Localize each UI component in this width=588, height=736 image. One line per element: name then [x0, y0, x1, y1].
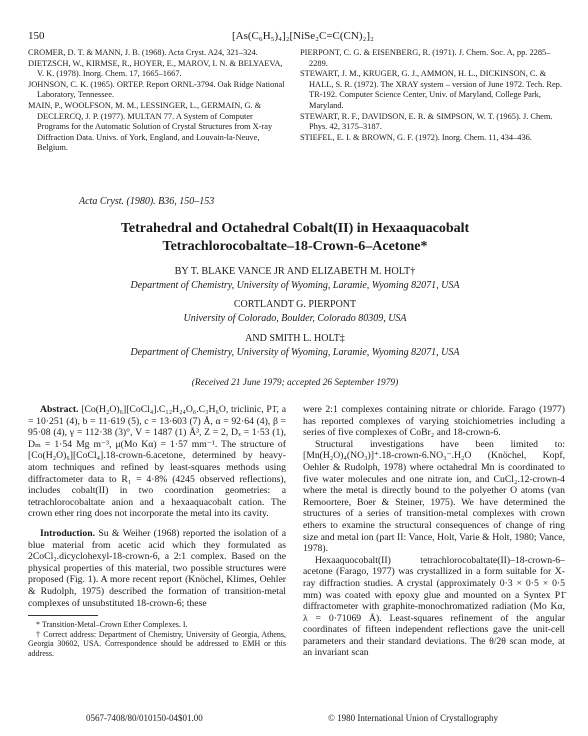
reference-item: JOHNSON, C. K. (1965). ORTEP. Report ORNL-3794. Oak Ridge National Laboratory, Tennessee. [28, 79, 285, 100]
affiliation: Department of Chemistry, University of Wyoming, Laramie, Wyoming 82071, USA [130, 280, 460, 291]
reference-item: DIETZSCH, W., KIRMSE, R., HOYER, E., MAROV, I. N. & BELYAEVA, V. K. (1978). Inorg. Chem. 17, 1665–1667. [28, 58, 283, 79]
body-paragraph: were 2:1 complexes containing nitrate or chloride. Farago (1977) has reported complexes of varying stoichiometries including a series of five complexes of CoBr₂ and 18-crown-6. [303, 404, 565, 439]
body-paragraph: Structural investigations have been limited to: [Mn(H₂O)₄(NO₃)]⁺.18-crown-6.NO₃⁻.H₂O (Knöchel, Kopf, Oehler & Rudolph, 1978) where octahedral Mn is coordinated to five water molecules and one nitrate ion, and CuCl₂.12-crown-4 where the metal is directly bound to the polyether O atoms (van Remoortere, Boer & Steiner, 1975). We have determined the structures of a series of transition-metal complexes with crown ethers to examine the structural consequences of change of ring size and metal ion (part II: Vance, Holt, Varie & Holt, 1980; Vance, 1978). [303, 438, 565, 555]
reference-item: CROMER, D. T. & MANN, J. B. (1968). Acta Cryst. A24, 321–324. [28, 48, 258, 57]
affiliation: Department of Chemistry, University of Wyoming, Laramie, Wyoming 82071, USA [130, 347, 460, 358]
body-right-column [303, 404, 565, 659]
affiliation: University of Colorado, Boulder, Colorado 80309, USA [183, 313, 407, 324]
reference-item: STIEFEL, E. I. & BROWN, G. F. (1972). Inorg. Chem. 11, 434–436. [300, 132, 532, 142]
article-title: Tetrahedral and Octahedral Cobalt(II) in Hexaaquacobalt Tetrachlorocobaltate–18-Crown-6–Acetone* [120, 221, 470, 254]
references-right-column [300, 48, 564, 143]
author-line: BY T. BLAKE VANCE JR AND ELIZABETH M. HOLT† [174, 266, 416, 277]
abstract-paragraph [28, 404, 286, 520]
issn-line: 0567-7408/80/010150-04$01.00 [86, 713, 203, 723]
journal-citation: Acta Cryst. (1980). B36, 150–153 [79, 196, 215, 207]
introduction-text: Su & Weiher (1968) reported the isolation of a blue material from acetic acid which they formulated as 2CoCl₂.dicyclohexyl-18-crown-6, a 2:1 complex. Based on the physical properties of this material, two possible structures were proposed (Fig. 1). A more recent report (Knöchel, Klimes, Oehler & Rudolph, 1975) described the formation of transition-metal complexes of unsubstituted 18-crown-6; these [28, 527, 287, 609]
reference-item: STEWART, J. M., KRUGER, G. J., AMMON, H. L., DICKINSON, C. & HALL, S. R. (1972). The XRAY system – version of June 1972. Tech. Rep. TR-192. Computer Science Center, Univ. of Maryland, College Park, Maryland. [300, 69, 562, 110]
reference-item: PIERPONT, C. G. & EISENBERG, R. (1971). J. Chem. Soc. A, pp. 2285–2289. [300, 48, 551, 68]
body-left-column [28, 404, 286, 658]
footnote: † Correct address: Department of Chemistry, University of Georgia, Athens, Georgia 30602, USA. Correspondence should be addressed to EMH or this address. [28, 629, 286, 658]
introduction-paragraph [28, 528, 286, 609]
introduction-label: Introduction. [40, 527, 95, 539]
author-line: CORTLANDT G. PIERPONT [233, 299, 357, 310]
author-line: AND SMITH L. HOLT‡ [245, 333, 345, 344]
footnote-divider [28, 615, 98, 616]
copyright-line: © 1980 International Union of Crystallography [328, 713, 499, 723]
page-number: 150 [28, 30, 45, 42]
abstract-text: [Co(H₂O)₆][CoCl₄].C₁₂H₂₄O₆.C₃H₆O, triclinic, P1̄, a = 10·251 (4), b = 11·619 (5), c = 13·603 (7) Å, α = 92·64 (4), β = 95·08 (4), γ = 112·38 (3)°, V = 1487 (1) Å³, Z = 2, Dₓ = 1·53 (1), Dₘ = 1·54 Mg m⁻³, μ(Mo Kα) = 1·57 mm⁻¹. The structure of [Co(H₂O)₆][CoCl₄].18-crown-6.acetone, determined by heavy-atom techniques and refined by least-squares methods using diffractometer data to R₁ = 4·8% (4245 observed reflections), includes cobalt(II) in two coordination geometries: a tetrachlorocobaltate anion and a hexaaquacobalt cation. The crown ether ring does not incorporate the metal into its cavity. [28, 404, 287, 520]
reference-item: MAIN, P., WOOLFSON, M. M., LESSINGER, L., GERMAIN, G. & DECLERCQ, J. P. (1977). MULTAN 77. A System of Computer Programs for the Automatic Solution of Crystal Structures from X-ray Diffraction Data. Univs. of York, England, and Louvain-la-Neuve, Belgium. [28, 100, 273, 153]
running-title: [As(C₆H₅)₄]₂[NiSe₂C=C(CN)₂]₂ [232, 30, 374, 42]
footnote: * Transition-Metal–Crown Ether Complexes. I. [36, 620, 188, 630]
references-left-column [28, 48, 286, 154]
abstract-label: Abstract. [40, 404, 79, 415]
received-dates: (Received 21 June 1979; accepted 26 September 1979) [191, 378, 399, 388]
body-paragraph: Hexaaquocobalt(II) tetrachlorocobaltate(II)–18-crown-6–acetone (Farago, 1977) was crystallized in a form suitable for X-ray diffraction studies. A crystal (approximately 0·3 × 0·5 × 0·5 mm) was coated with epoxy glue and mounted on a Syntex P1̄ diffractometer with graphite-monochromatized radiation (Mo Kα, λ = 0·71069 Å). Least-squares refinement of the angular coordinates of fifteen independent reflections gave the unit-cell parameters and their standard deviations. The θ/2θ scan mode, at an invariant scan [303, 554, 565, 659]
reference-item: STEWART, R. F., DAVIDSON, E. R. & SIMPSON, W. T. (1965). J. Chem. Phys. 42, 3175–3187. [300, 111, 553, 132]
